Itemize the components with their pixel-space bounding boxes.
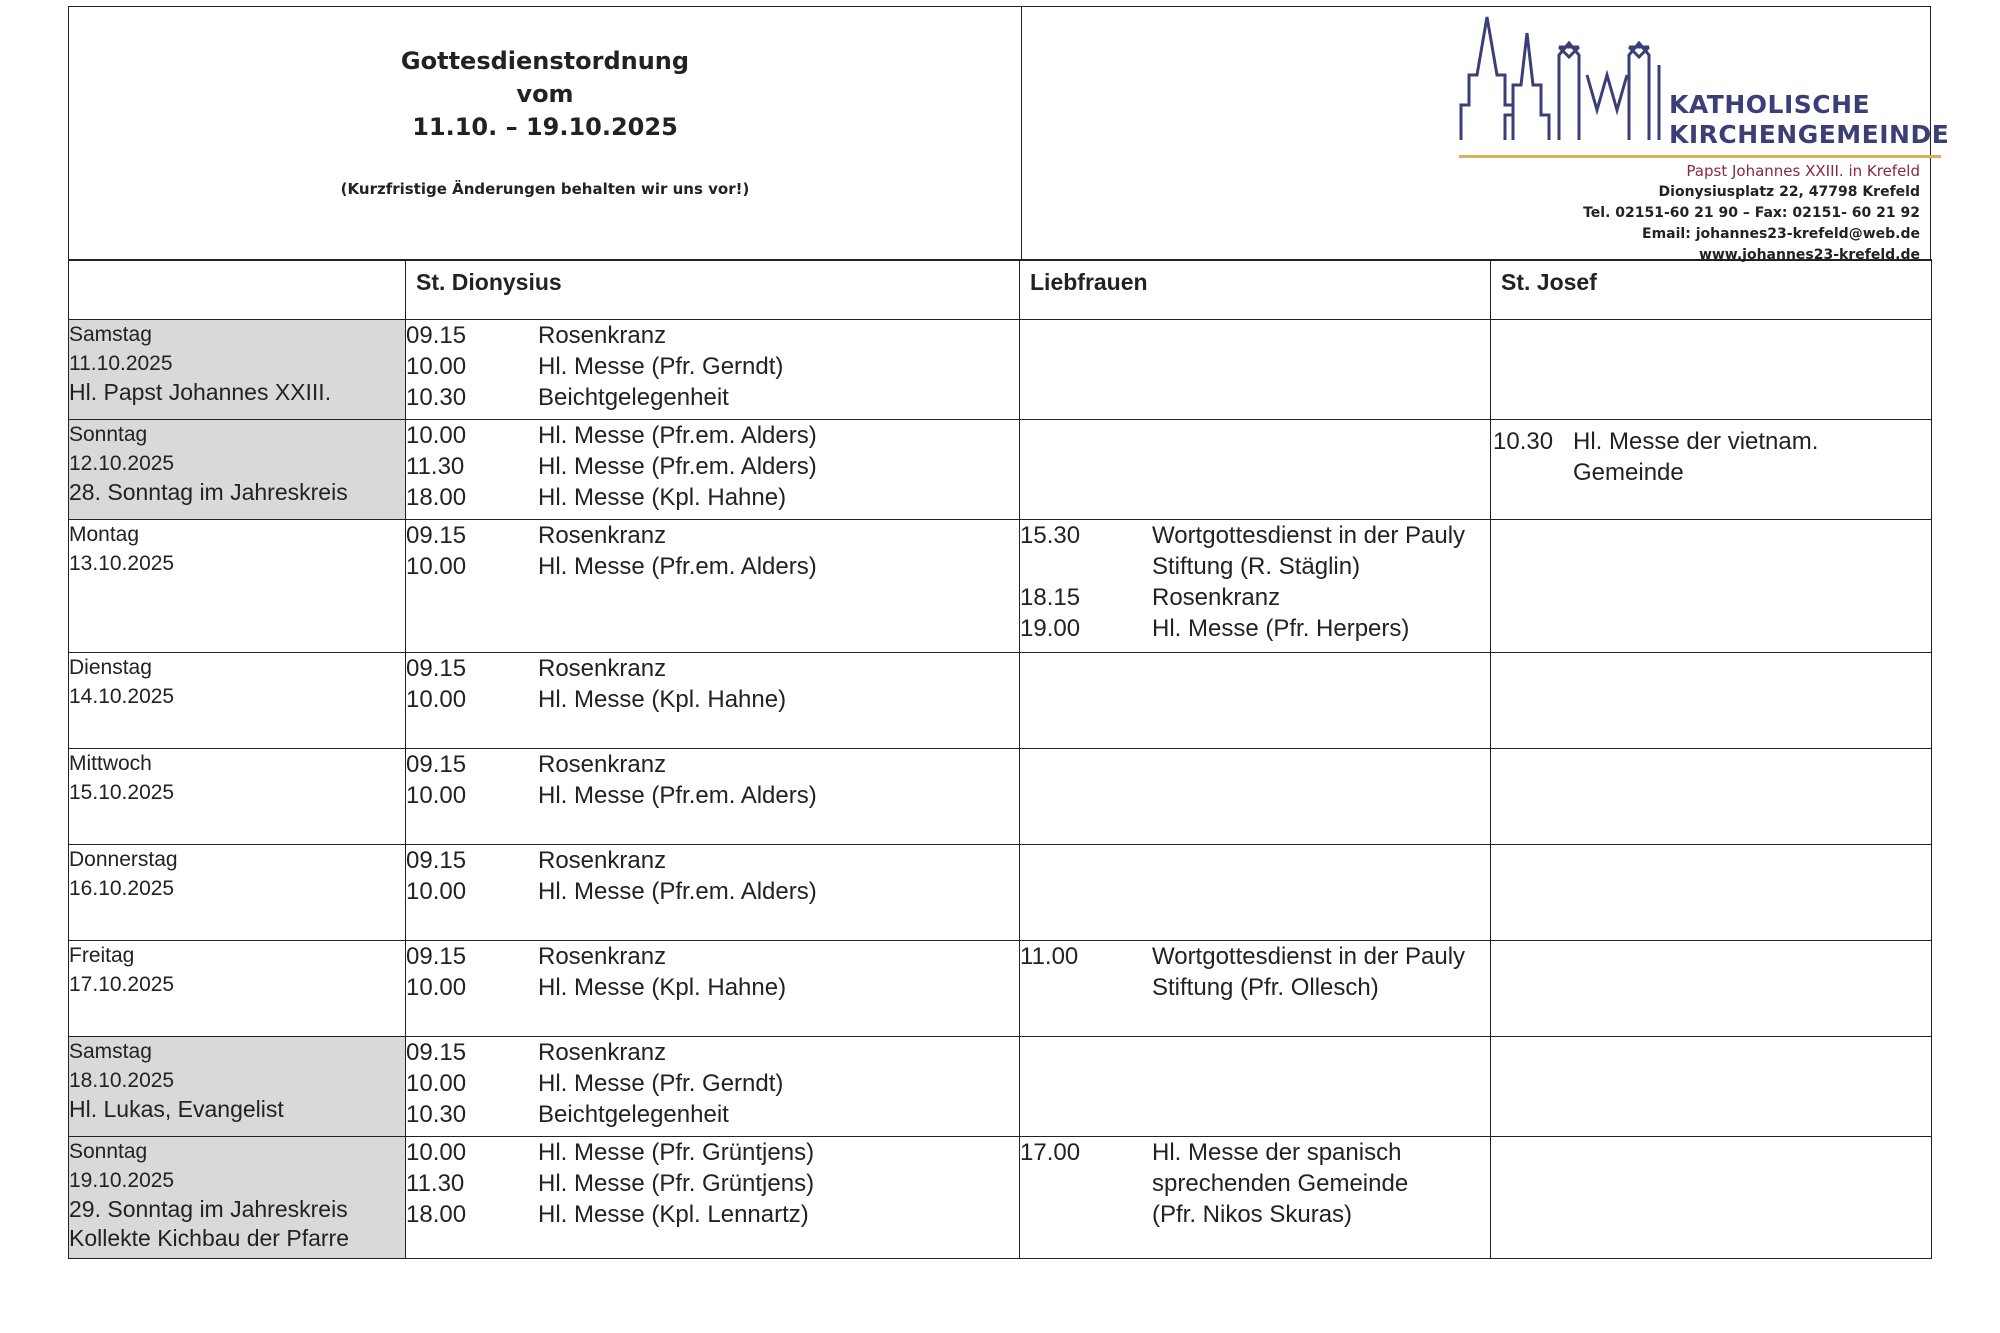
dionysius-cell [406, 320, 1020, 420]
liebfrauen-cell [1020, 845, 1491, 941]
date: 11.10.2025 [69, 352, 173, 375]
service-desc: Hl. Messe (Pfr.em. Alders) [538, 553, 817, 580]
service-entry [406, 382, 1019, 413]
schedule-table [68, 259, 1932, 1259]
service-time: 10.00 [406, 782, 467, 809]
dionysius-cell [406, 749, 1020, 845]
service-time: 10.00 [406, 553, 467, 580]
service-entry [406, 972, 1019, 1003]
church-towers-icon [1459, 15, 1669, 150]
service-entry [1020, 1137, 1490, 1168]
org-name-line-1: KATHOLISCHE [1669, 90, 1871, 119]
column-header-dionysius: St. Dionysius [406, 260, 1020, 320]
service-desc: Hl. Messe (Pfr.em. Alders) [538, 782, 817, 809]
service-time: 09.15 [406, 751, 467, 778]
service-time: 09.15 [406, 322, 467, 349]
address: Dionysiusplatz 22, 47798 Krefeld [1658, 184, 1920, 200]
table-row [69, 420, 1932, 520]
josef-cell [1491, 1137, 1932, 1259]
service-desc: Hl. Messe (Pfr.em. Alders) [538, 422, 817, 449]
feast: 29. Sonntag im Jahreskreis [69, 1196, 348, 1222]
josef-cell [1491, 420, 1932, 520]
table-row [69, 520, 1932, 653]
service-entry [406, 351, 1019, 382]
email: Email: johannes23-krefeld@web.de [1642, 226, 1920, 242]
date: 16.10.2025 [69, 877, 175, 900]
dionysius-cell [406, 941, 1020, 1037]
date: 13.10.2025 [69, 552, 175, 575]
org-name [1669, 90, 1949, 150]
weekday: Freitag [69, 944, 135, 967]
collection-note: Kollekte Kichbau der Pfarre [69, 1225, 349, 1251]
liebfrauen-cell [1020, 1037, 1491, 1137]
day-cell [69, 520, 406, 653]
service-time: 11.30 [406, 453, 465, 480]
weekday: Montag [69, 523, 140, 546]
service-time: 09.15 [406, 847, 467, 874]
service-entry [1020, 941, 1490, 972]
service-entry [406, 482, 1019, 513]
service-desc-line-2: sprechenden Gemeinde [1152, 1170, 1409, 1197]
service-entry [406, 1068, 1019, 1099]
column-header-row [69, 260, 1932, 320]
service-time: 10.00 [406, 1070, 467, 1097]
service-entry-continued [1020, 1199, 1490, 1230]
josef-cell [1491, 845, 1932, 941]
column-header-liebfrauen: Liebfrauen [1020, 260, 1491, 320]
service-time: 17.00 [1020, 1139, 1081, 1166]
liebfrauen-cell [1020, 420, 1491, 520]
weekday: Mittwoch [69, 752, 152, 775]
service-desc: Wortgottesdienst in der Pauly [1152, 522, 1466, 549]
service-time: 10.30 [406, 384, 467, 411]
service-entry [406, 320, 1019, 351]
service-desc: Hl. Messe (Pfr. Gerndt) [538, 1070, 784, 1097]
service-desc: Hl. Messe (Kpl. Lennartz) [538, 1201, 809, 1228]
service-entry [406, 684, 1019, 715]
service-desc: Hl. Messe (Kpl. Hahne) [538, 686, 787, 713]
josef-cell [1491, 749, 1932, 845]
day-cell [69, 653, 406, 749]
service-desc: Hl. Messe der vietnam. Gemeinde [1573, 428, 1819, 486]
feast: 28. Sonntag im Jahreskreis [69, 479, 348, 505]
title-block [69, 7, 1022, 260]
dionysius-cell [406, 1137, 1020, 1259]
date: 15.10.2025 [69, 781, 175, 804]
day-cell [69, 1137, 406, 1259]
table-row [69, 320, 1932, 420]
service-desc: Hl. Messe (Pfr. Grüntjens) [538, 1170, 815, 1197]
liebfrauen-cell [1020, 941, 1491, 1037]
service-entry [406, 845, 1019, 876]
service-time: 10.30 [406, 1101, 467, 1128]
service-time: 10.00 [406, 422, 467, 449]
service-entry-continued [1020, 551, 1490, 582]
josef-cell [1491, 653, 1932, 749]
parish-name: Papst Johannes XXIII. in Krefeld [1686, 162, 1920, 180]
weekday: Sonntag [69, 423, 148, 446]
service-desc: Rosenkranz [538, 322, 667, 349]
header-block [68, 6, 1950, 263]
table-row [69, 1137, 1932, 1259]
website: www.johannes23-krefeld.de [1698, 247, 1920, 263]
service-entry [1020, 582, 1490, 613]
column-header-day [69, 260, 406, 320]
service-desc: Hl. Messe der spanisch [1152, 1139, 1402, 1166]
service-desc: Rosenkranz [1152, 584, 1281, 611]
date: 17.10.2025 [69, 973, 175, 996]
weekday: Donnerstag [69, 848, 178, 871]
josef-cell [1491, 941, 1932, 1037]
service-time: 11.30 [406, 1170, 465, 1197]
service-entry [406, 876, 1019, 907]
service-desc-line-2: Stiftung (R. Stäglin) [1152, 553, 1361, 580]
service-entry-continued [1020, 972, 1490, 1003]
day-cell [69, 320, 406, 420]
date: 19.10.2025 [69, 1169, 175, 1192]
service-desc: Wortgottesdienst in der Pauly [1152, 943, 1466, 970]
service-entry [1493, 426, 1929, 488]
date-range: 11.10. – 19.10.2025 [412, 113, 678, 141]
service-entry [406, 420, 1019, 451]
table-row [69, 941, 1932, 1037]
service-time: 18.00 [406, 484, 467, 511]
feast: Hl. Lukas, Evangelist [69, 1096, 284, 1122]
service-entry [406, 1137, 1019, 1168]
service-time: 09.15 [406, 655, 467, 682]
table-row [69, 1037, 1932, 1137]
josef-cell [1491, 1037, 1932, 1137]
dionysius-cell [406, 1037, 1020, 1137]
service-desc: Hl. Messe (Pfr. Gerndt) [538, 353, 784, 380]
service-time: 09.15 [406, 1039, 467, 1066]
service-time: 19.00 [1020, 615, 1081, 642]
service-entry [406, 941, 1019, 972]
day-cell [69, 420, 406, 520]
service-time: 15.30 [1020, 522, 1081, 549]
service-time: 09.15 [406, 522, 467, 549]
service-time: 10.00 [406, 686, 467, 713]
service-time: 10.00 [406, 878, 467, 905]
service-entry [406, 520, 1019, 551]
accent-divider [1459, 155, 1941, 158]
column-header-josef: St. Josef [1491, 260, 1932, 320]
table-row [69, 845, 1932, 941]
day-cell [69, 1037, 406, 1137]
service-desc: Hl. Messe (Pfr.em. Alders) [538, 878, 817, 905]
weekday: Samstag [69, 1040, 152, 1063]
service-desc: Beichtgelegenheit [538, 384, 729, 411]
title-line-1: Gottesdienstordnung [400, 47, 690, 75]
service-entry [406, 653, 1019, 684]
service-time: 11.00 [1020, 943, 1079, 970]
phone-fax: Tel. 02151-60 21 90 – Fax: 02151- 60 21 92 [1583, 205, 1920, 221]
service-time: 10.30 [1493, 428, 1554, 455]
josef-cell [1491, 520, 1932, 653]
service-desc: Hl. Messe (Kpl. Hahne) [538, 484, 787, 511]
service-desc: Beichtgelegenheit [538, 1101, 729, 1128]
service-desc: Rosenkranz [538, 943, 667, 970]
service-desc: Rosenkranz [538, 522, 667, 549]
dionysius-cell [406, 520, 1020, 653]
table-row [69, 749, 1932, 845]
service-time: 18.00 [406, 1201, 467, 1228]
dionysius-cell [406, 845, 1020, 941]
date: 18.10.2025 [69, 1069, 175, 1092]
service-entry [406, 551, 1019, 582]
josef-cell [1491, 320, 1932, 420]
weekday: Dienstag [69, 656, 152, 679]
service-entry [406, 1199, 1019, 1230]
service-entry [406, 1037, 1019, 1068]
service-desc: Rosenkranz [538, 751, 667, 778]
date: 12.10.2025 [69, 452, 175, 475]
service-desc: Hl. Messe (Pfr.em. Alders) [538, 453, 817, 480]
day-cell [69, 845, 406, 941]
service-time: 10.00 [406, 353, 467, 380]
service-desc: Rosenkranz [538, 847, 667, 874]
day-cell [69, 941, 406, 1037]
table-row [69, 653, 1932, 749]
service-desc: Rosenkranz [538, 655, 667, 682]
weekday: Samstag [69, 323, 152, 346]
service-desc: Rosenkranz [538, 1039, 667, 1066]
liebfrauen-cell [1020, 653, 1491, 749]
contact-block [1583, 161, 1920, 266]
weekday: Sonntag [69, 1140, 148, 1163]
service-entry-continued [1020, 1168, 1490, 1199]
liebfrauen-cell [1020, 520, 1491, 653]
liebfrauen-cell [1020, 1137, 1491, 1259]
dionysius-cell [406, 420, 1020, 520]
service-entry [1020, 520, 1490, 551]
service-entry [406, 1099, 1019, 1130]
service-entry [406, 780, 1019, 811]
service-time: 09.15 [406, 943, 467, 970]
service-desc-line-3: (Pfr. Nikos Skuras) [1152, 1201, 1353, 1228]
date: 14.10.2025 [69, 685, 175, 708]
change-note: (Kurzfristige Änderungen behalten wir uns vor!) [340, 180, 750, 198]
service-entry [406, 749, 1019, 780]
org-name-line-2: KIRCHENGEMEINDE [1669, 120, 1950, 149]
title-line-2: vom [516, 80, 574, 108]
service-entry [406, 451, 1019, 482]
service-time: 10.00 [406, 1139, 467, 1166]
service-entry [1020, 613, 1490, 644]
liebfrauen-cell [1020, 749, 1491, 845]
service-desc: Hl. Messe (Pfr. Grüntjens) [538, 1139, 815, 1166]
dionysius-cell [406, 653, 1020, 749]
service-desc: Hl. Messe (Kpl. Hahne) [538, 974, 787, 1001]
service-desc: Hl. Messe (Pfr. Herpers) [1152, 615, 1410, 642]
org-block [1022, 7, 1950, 263]
service-entry [406, 1168, 1019, 1199]
service-time: 10.00 [406, 974, 467, 1001]
service-time: 18.15 [1020, 584, 1081, 611]
feast: Hl. Papst Johannes XXIII. [69, 379, 332, 405]
liebfrauen-cell [1020, 320, 1491, 420]
day-cell [69, 749, 406, 845]
service-desc-line-2: Stiftung (Pfr. Ollesch) [1152, 974, 1379, 1001]
